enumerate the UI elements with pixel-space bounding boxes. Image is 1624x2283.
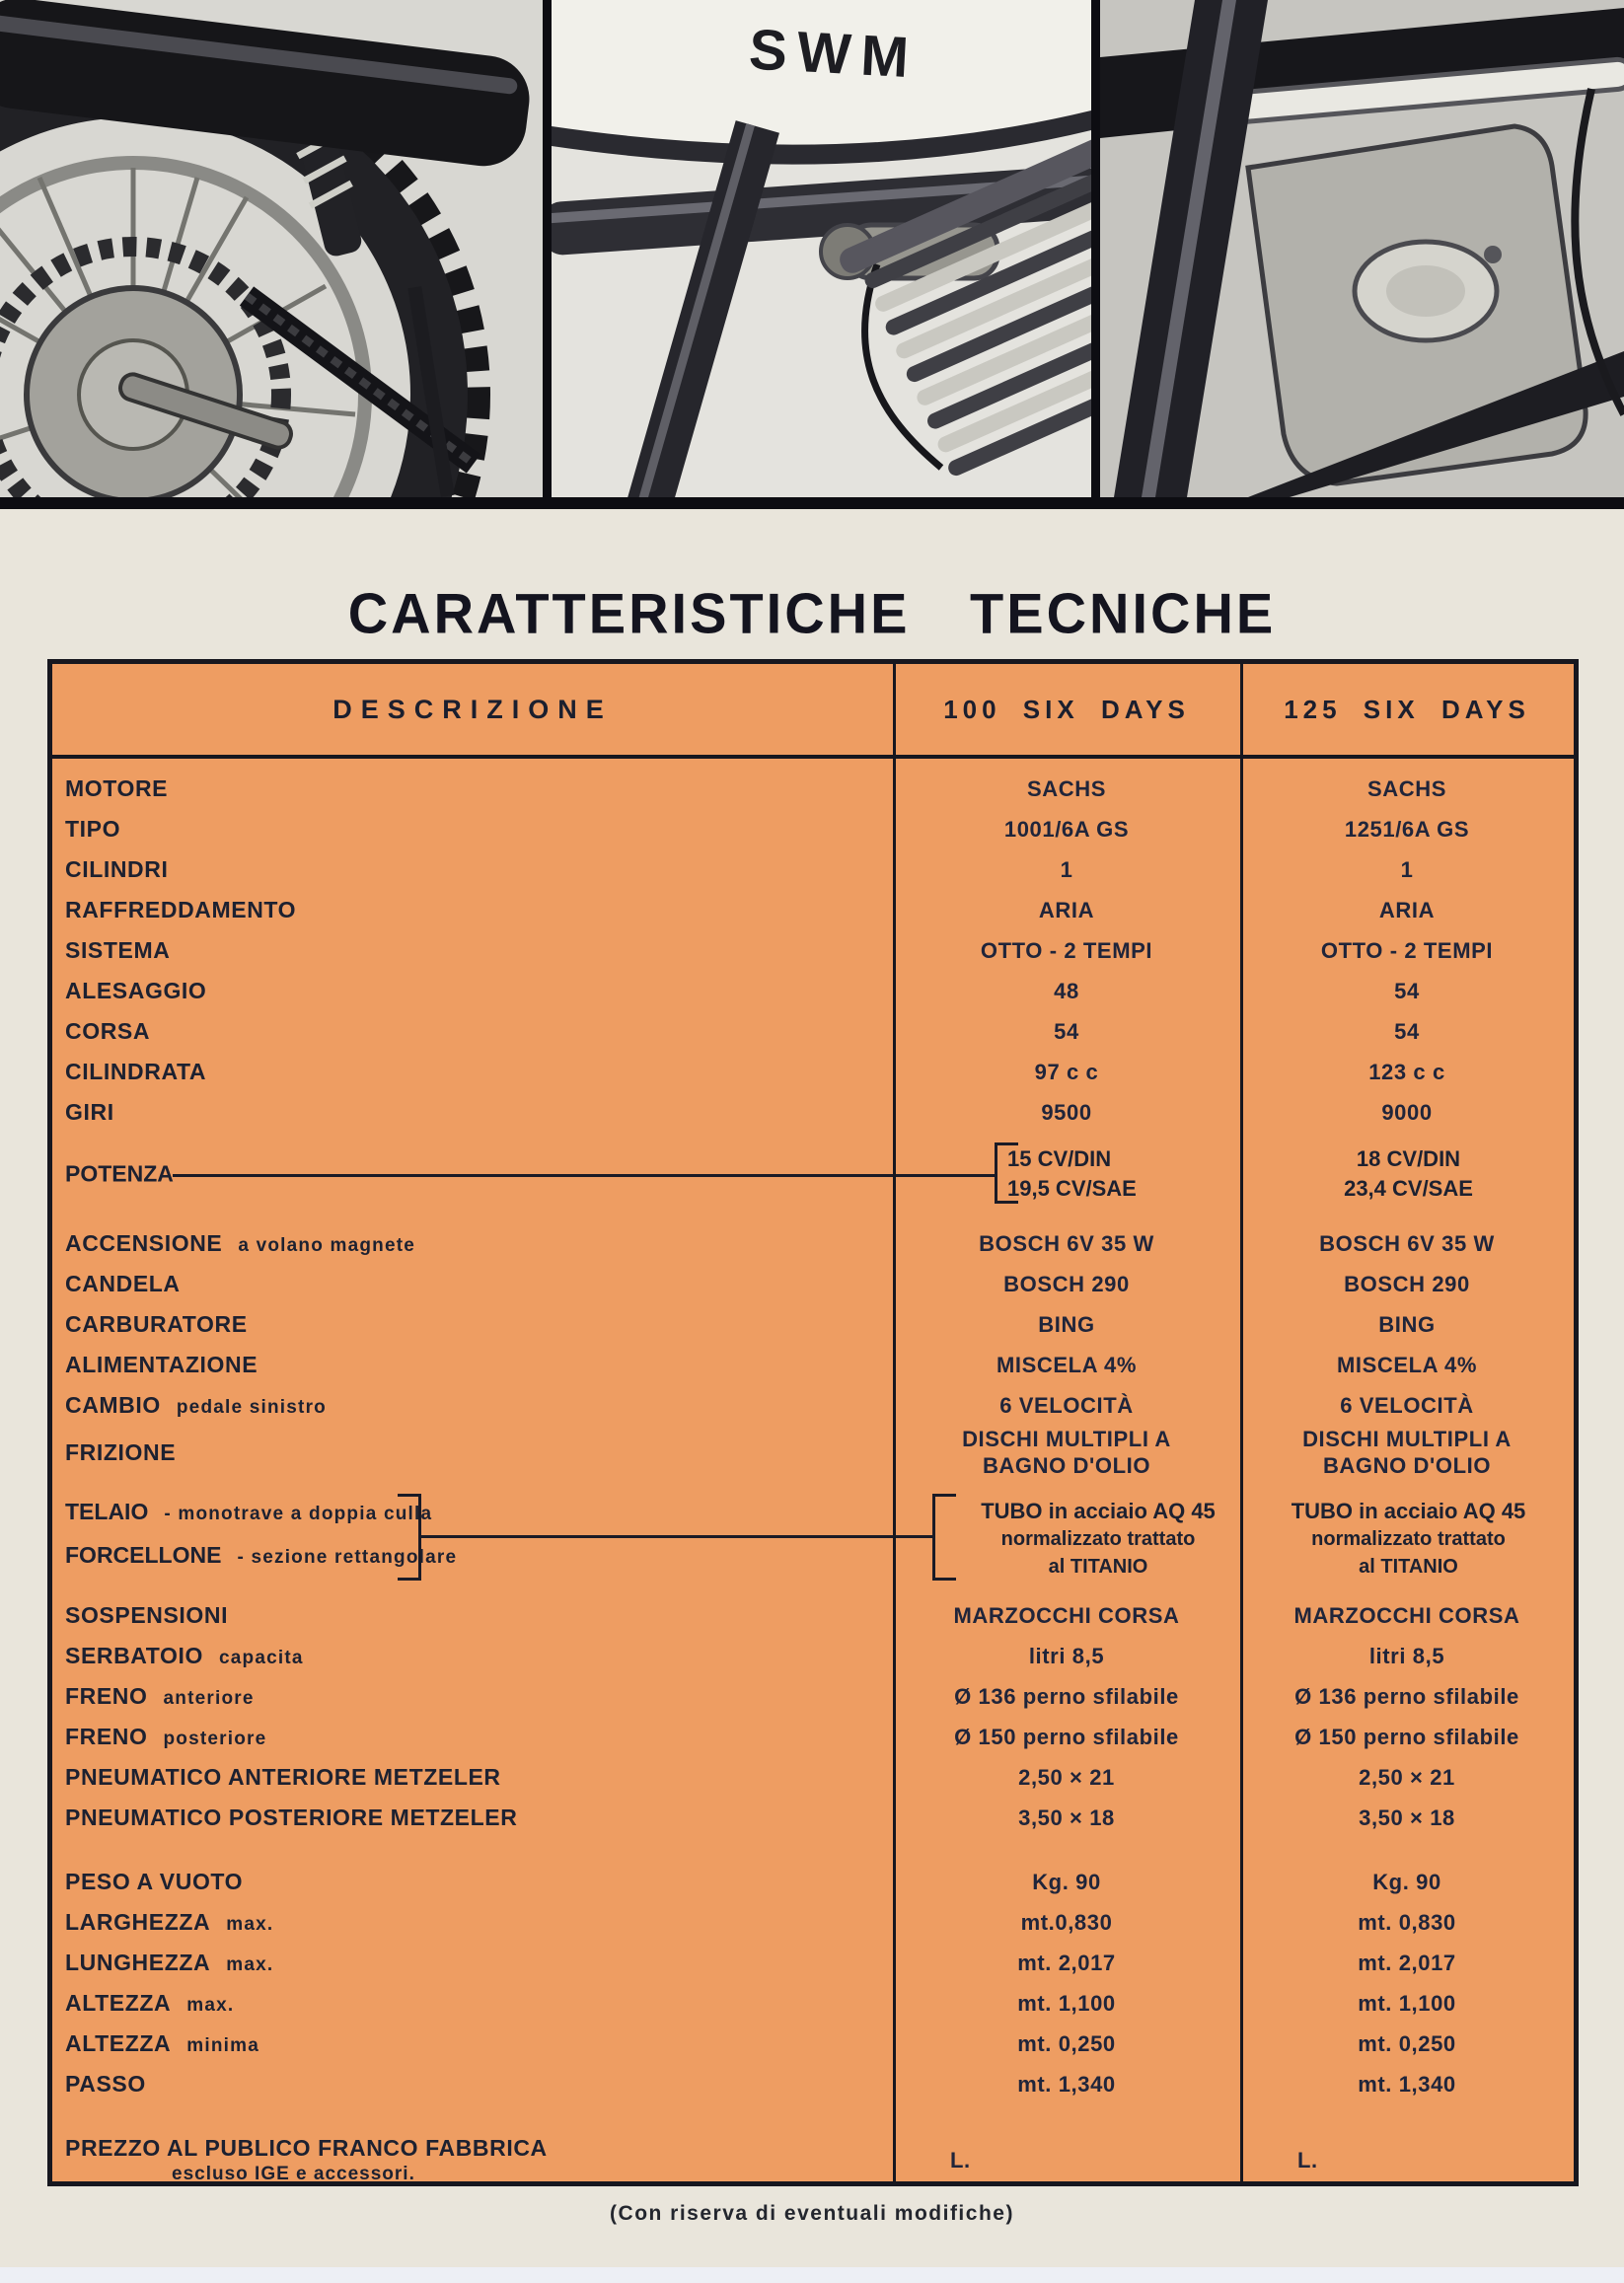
label-main: TIPO <box>65 816 121 842</box>
label-main: PNEUMATICO POSTERIORE METZELER <box>65 1804 518 1830</box>
spec-value: Ø 150 perno sfilabile <box>1294 1725 1519 1749</box>
spec-row-tipo <box>52 809 1574 849</box>
spec-row-frizione <box>52 1426 1574 1479</box>
spec-value: SACHS <box>1026 776 1106 801</box>
spec-label <box>52 1311 893 1338</box>
spec-value: litri 8,5 <box>1028 1644 1105 1668</box>
spec-value: DISCHI MULTIPLI A <box>1302 1427 1512 1451</box>
spec-value: 2,50 × 21 <box>1359 1765 1455 1790</box>
spec-label <box>52 1602 893 1629</box>
spec-value: BING <box>1378 1312 1436 1337</box>
spec-label <box>52 1439 893 1466</box>
footnote: (Con riserva di eventuali modifiche) <box>610 2202 1014 2225</box>
column-divider-1 <box>893 664 896 2181</box>
spec-value-col1 <box>893 1869 1240 1895</box>
spec-value-col1 <box>893 1602 1240 1629</box>
spec-value: BAGNO D'OLIO <box>1322 1453 1492 1478</box>
spec-value: normalizzato trattato <box>1311 1528 1506 1550</box>
spec-value-col2 <box>1240 1683 1574 1710</box>
label-main: PASSO <box>65 2071 146 2097</box>
spec-label <box>52 1271 893 1297</box>
spec-row-lunghezza-max <box>52 1943 1574 1983</box>
spec-value: mt. 1,100 <box>1017 1991 1116 2016</box>
spec-value-col1 <box>893 1950 1240 1976</box>
spec-value: Ø 136 perno sfilabile <box>954 1684 1179 1709</box>
label-main: LUNGHEZZA <box>65 1950 211 1975</box>
spec-value: mt. 2,017 <box>1358 1951 1456 1975</box>
connector-line <box>173 1174 995 1177</box>
header-100-six-days: 100 SIX DAYS <box>943 694 1190 724</box>
spec-label <box>52 1990 893 2017</box>
spec-value-col2 <box>1240 1950 1574 1976</box>
spec-value: mt. 0,250 <box>1358 2031 1456 2056</box>
spec-value: 2,50 × 21 <box>1018 1765 1115 1790</box>
spec-value: mt. 2,017 <box>1017 1951 1116 1975</box>
spec-value-col2 <box>1240 1909 1574 1936</box>
spec-value: MARZOCCHI CORSA <box>953 1603 1180 1628</box>
spec-value: 6 VELOCITÀ <box>999 1393 1134 1418</box>
spec-value: al TITANIO <box>1359 1556 1458 1578</box>
table-header-row <box>52 664 1574 759</box>
spec-label <box>52 1950 893 1976</box>
spec-value: 54 <box>1394 979 1420 1003</box>
spec-value-col2 <box>1240 1602 1574 1629</box>
connector-line <box>421 1535 932 1538</box>
spec-row-alimentazione <box>52 1345 1574 1385</box>
spec-value-col1 <box>893 1271 1240 1297</box>
spec-value-col1 <box>893 1352 1240 1378</box>
spec-value-col1 <box>893 1764 1240 1791</box>
spec-value-col2 <box>1240 978 1574 1004</box>
spec-value-col1 <box>893 1099 1240 1126</box>
spec-value: 1001/6A GS <box>1003 817 1130 842</box>
spec-label <box>52 1909 893 1936</box>
label-sub: - monotrave a doppia culla <box>164 1504 433 1524</box>
spec-value: 1 <box>1060 857 1073 882</box>
spec-value-col2 <box>1240 2071 1574 2098</box>
spec-label <box>52 897 893 923</box>
spec-row-raffreddamento <box>52 890 1574 930</box>
spec-value-col1 <box>893 1426 1240 1479</box>
spec-value-col1 <box>893 856 1240 883</box>
spec-value-col2 <box>1240 2030 1574 2057</box>
photo-side-panel <box>1100 0 1624 497</box>
photo-rear-wheel <box>0 0 543 497</box>
spec-row-cilindri <box>52 849 1574 890</box>
spec-row-pneumatico-posteriore-metzeler <box>52 1798 1574 1838</box>
spec-row-motore <box>52 769 1574 809</box>
spec-label <box>52 1230 893 1257</box>
label-main: FRIZIONE <box>65 1438 177 1465</box>
spec-row-larghezza-max <box>52 1902 1574 1943</box>
spec-value: mt. 1,340 <box>1358 2072 1456 2097</box>
spec-value-group <box>1007 1144 1137 1204</box>
label-main: GIRI <box>65 1099 114 1125</box>
spec-row-sospensioni <box>52 1595 1574 1636</box>
spec-value-col2 <box>1240 1311 1574 1338</box>
spec-value: 6 VELOCITÀ <box>1340 1393 1474 1418</box>
spec-value-col2 <box>1240 1724 1574 1750</box>
label-main: TELAIO <box>65 1499 149 1524</box>
spec-row-passo <box>52 2064 1574 2104</box>
spec-value-col2 <box>1240 1271 1574 1297</box>
spec-row-accensione-a-volano-magnete <box>52 1223 1574 1264</box>
label-sub: minima <box>186 2035 259 2056</box>
spec-value: BOSCH 6V 35 W <box>979 1231 1154 1256</box>
spec-value: Ø 150 perno sfilabile <box>954 1725 1179 1749</box>
label-sub: pedale sinistro <box>176 1397 327 1418</box>
rear-wheel-illustration <box>0 0 543 497</box>
spec-label <box>52 1059 893 1085</box>
spec-row-alesaggio <box>52 971 1574 1011</box>
label-main: CILINDRATA <box>65 1059 207 1084</box>
spec-value: BOSCH 6V 35 W <box>1319 1231 1495 1256</box>
spec-value-col2 <box>1240 1392 1574 1419</box>
spec-value: 54 <box>1394 1019 1420 1044</box>
spec-table <box>47 659 1579 2186</box>
spec-label <box>52 1352 893 1378</box>
spec-value-col1 <box>893 816 1240 843</box>
spec-value: mt. 0,830 <box>1358 1910 1456 1935</box>
spec-label <box>52 856 893 883</box>
label-main: LARGHEZZA <box>65 1909 211 1935</box>
spec-value: 23,4 CV/SAE <box>1344 1176 1473 1201</box>
spec-value-group <box>1243 1498 1574 1581</box>
spec-value-col2 <box>1240 1643 1574 1669</box>
spec-row-altezza-max <box>52 1983 1574 2024</box>
spec-value-col2 <box>1240 1230 1574 1257</box>
spec-value-col1 <box>893 775 1240 802</box>
spec-value-col1 <box>893 1392 1240 1419</box>
spec-value-col2 <box>1240 2147 1574 2173</box>
spec-value-col1 <box>893 2071 1240 2098</box>
spec-label <box>52 1683 893 1710</box>
spec-row-potenza <box>52 1133 1574 1215</box>
spec-value-col1 <box>893 1909 1240 1936</box>
spec-value: 97 c c <box>1034 1060 1099 1084</box>
label-main: CAMBIO <box>65 1392 161 1418</box>
spec-value: BING <box>1038 1312 1095 1337</box>
spec-value-col2 <box>1240 1869 1574 1895</box>
spec-value: BOSCH 290 <box>1003 1272 1130 1296</box>
spec-value: MISCELA 4% <box>1336 1353 1478 1377</box>
spec-value: 48 <box>1054 979 1079 1003</box>
value-bracket <box>932 1494 956 1581</box>
spec-row-sistema <box>52 930 1574 971</box>
label-main: FORCELLONE <box>65 1542 222 1568</box>
spec-value-col2 <box>1240 937 1574 964</box>
side-panel-illustration <box>1100 0 1624 497</box>
spec-row-serbatoio-capacita <box>52 1636 1574 1676</box>
label-main: MOTORE <box>65 775 169 801</box>
label-main: FRENO <box>65 1683 148 1709</box>
spec-row-pneumatico-anteriore-metzeler <box>52 1757 1574 1798</box>
spec-row-candela <box>52 1264 1574 1304</box>
spec-value: OTTO - 2 TEMPI <box>1320 938 1494 963</box>
spec-value: 54 <box>1054 1019 1079 1044</box>
label-sub: - sezione rettangolare <box>237 1547 458 1568</box>
spec-label <box>52 937 893 964</box>
spec-label: POTENZA <box>65 1160 174 1187</box>
spec-label <box>52 1724 893 1750</box>
spec-value-col1 <box>893 1724 1240 1750</box>
spec-value-col2 <box>1240 1426 1574 1479</box>
label-main: ALTEZZA <box>65 2030 172 2056</box>
spec-value: al TITANIO <box>1048 1556 1148 1578</box>
photo-engine-cylinder <box>552 0 1091 497</box>
spec-value: BAGNO D'OLIO <box>982 1453 1151 1478</box>
page-title: CARATTERISTICHE TECNICHE <box>347 581 1277 645</box>
spec-value: 1 <box>1400 857 1414 882</box>
spec-value-col1 <box>893 1643 1240 1669</box>
spec-value: normalizzato trattato <box>1000 1528 1196 1550</box>
spec-value: Ø 136 perno sfilabile <box>1294 1684 1519 1709</box>
label-main: ALTEZZA <box>65 1990 172 2016</box>
spec-value-col2 <box>1240 1352 1574 1378</box>
label-main: FRENO <box>65 1724 148 1749</box>
spec-value: MISCELA 4% <box>996 1353 1138 1377</box>
title-band <box>0 509 1624 659</box>
label-bracket <box>398 1494 421 1581</box>
spec-value: mt. 0,250 <box>1017 2031 1116 2056</box>
spec-value: Kg. 90 <box>1032 1870 1101 1894</box>
spec-value-col2 <box>1240 775 1574 802</box>
spec-label <box>52 2135 893 2185</box>
label-main: ALIMENTAZIONE <box>65 1352 258 1377</box>
spec-value-col1 <box>893 1804 1240 1831</box>
label-main: CORSA <box>65 1018 151 1044</box>
spec-value-col2 <box>1240 1764 1574 1791</box>
spec-row-freno-anteriore <box>52 1676 1574 1717</box>
spec-value-col1 <box>893 1311 1240 1338</box>
spec-value: OTTO - 2 TEMPI <box>980 938 1153 963</box>
spec-value: 19,5 CV/SAE <box>1007 1176 1137 1201</box>
spec-value-col1 <box>893 1230 1240 1257</box>
spec-value: 9500 <box>1041 1100 1092 1125</box>
spec-label <box>52 775 893 802</box>
spec-label <box>52 2071 893 2098</box>
label-sub: anteriore <box>163 1688 255 1709</box>
label-main: CARBURATORE <box>65 1311 248 1337</box>
spec-value: 3,50 × 18 <box>1018 1805 1115 1830</box>
label-sub: capacita <box>219 1648 304 1668</box>
label-main: SISTEMA <box>65 937 171 963</box>
header-descrizione: DESCRIZIONE <box>332 694 613 724</box>
spec-value: SACHS <box>1366 776 1446 801</box>
label-main: CILINDRI <box>65 856 169 882</box>
spec-value-col1 <box>893 1683 1240 1710</box>
spec-value: ARIA <box>1378 898 1436 922</box>
label-main: PNEUMATICO ANTERIORE METZELER <box>65 1764 501 1790</box>
scan-edge-strip <box>0 2267 1624 2283</box>
spec-label <box>52 978 893 1004</box>
spec-row-telaio-monotrave-a-doppia-culla <box>52 1491 1574 1587</box>
spec-row-corsa <box>52 1011 1574 1052</box>
label-main: PREZZO AL PUBLICO FRANCO FABBRICA <box>65 2134 548 2161</box>
label-sub: max. <box>186 1995 235 2016</box>
spec-value-col1 <box>893 897 1240 923</box>
spec-value-group <box>956 1498 1240 1581</box>
label-sub: posteriore <box>163 1729 267 1749</box>
spec-value-col1 <box>893 1059 1240 1085</box>
spec-label <box>52 1099 893 1126</box>
spec-value: 9000 <box>1381 1100 1433 1125</box>
spec-value-col2 <box>1240 1099 1574 1126</box>
spec-value: TUBO in acciaio AQ 45 <box>1291 1499 1526 1523</box>
engine-cylinder-illustration <box>552 0 1091 497</box>
spec-value: mt.0,830 <box>1020 1910 1113 1935</box>
spec-value-col1 <box>893 978 1240 1004</box>
label-main: RAFFREDDAMENTO <box>65 897 297 922</box>
spec-value: litri 8,5 <box>1368 1644 1445 1668</box>
spec-label <box>52 2030 893 2057</box>
spec-value: L. <box>1297 2147 1318 2173</box>
label-main: SERBATOIO <box>65 1643 204 1668</box>
spec-value: mt. 1,340 <box>1017 2072 1116 2097</box>
spec-value-col1 <box>893 1990 1240 2017</box>
spec-value: 1251/6A GS <box>1344 817 1470 842</box>
spec-row-peso-a-vuoto <box>52 1862 1574 1902</box>
spec-value: TUBO in acciaio AQ 45 <box>981 1499 1216 1523</box>
spec-value: 3,50 × 18 <box>1359 1805 1455 1830</box>
column-divider-2 <box>1240 664 1243 2181</box>
tank-logo-text: SWM <box>747 17 921 91</box>
spec-value: mt. 1,100 <box>1358 1991 1456 2016</box>
spec-row-altezza-minima <box>52 2024 1574 2064</box>
spec-label <box>52 1392 893 1419</box>
label-sub: escluso IGE e accessori. <box>172 2163 415 2184</box>
spec-value-col1 <box>893 937 1240 964</box>
label-sub: max. <box>226 1914 274 1935</box>
spec-value: 15 CV/DIN <box>1007 1146 1112 1171</box>
spec-row-cambio-pedale-sinistro <box>52 1385 1574 1426</box>
spec-value-col1 <box>893 1018 1240 1045</box>
spec-value: L. <box>950 2147 971 2173</box>
spec-label <box>52 1869 893 1895</box>
spec-value-group <box>1243 1144 1574 1204</box>
spec-value: BOSCH 290 <box>1344 1272 1470 1296</box>
label-main: SOSPENSIONI <box>65 1602 229 1628</box>
spec-row-carburatore <box>52 1304 1574 1345</box>
spec-value-col2 <box>1240 1059 1574 1085</box>
label-main: CANDELA <box>65 1271 181 1296</box>
spec-label <box>52 1804 893 1831</box>
spec-value-col1 <box>893 2147 1240 2173</box>
spec-value: MARZOCCHI CORSA <box>1293 1603 1520 1628</box>
spec-row-freno-posteriore <box>52 1717 1574 1757</box>
spec-label <box>52 1018 893 1045</box>
spec-row-giri <box>52 1092 1574 1133</box>
spec-value: 18 CV/DIN <box>1356 1146 1461 1171</box>
spec-value-col2 <box>1240 1018 1574 1045</box>
label-sub: a volano magnete <box>238 1235 416 1256</box>
spec-value-col2 <box>1240 856 1574 883</box>
spec-value: ARIA <box>1038 898 1095 922</box>
photo-strip <box>0 0 1624 509</box>
spec-rows <box>52 759 1574 2193</box>
spec-value-col2 <box>1240 816 1574 843</box>
spec-row-prezzo-al-publico-franco-fabbrica-escluso-ige-e-accessori <box>52 2126 1574 2193</box>
spec-row-cilindrata <box>52 1052 1574 1092</box>
label-main: ACCENSIONE <box>65 1230 223 1256</box>
label-main: ALESAGGIO <box>65 978 207 1003</box>
spec-label <box>52 1764 893 1791</box>
spec-value: DISCHI MULTIPLI A <box>962 1427 1171 1451</box>
spec-value: 123 c c <box>1368 1060 1445 1084</box>
spec-value: Kg. 90 <box>1372 1870 1441 1894</box>
spec-value-col1 <box>893 2030 1240 2057</box>
spec-label <box>52 816 893 843</box>
label-sub: max. <box>226 1954 274 1975</box>
spec-value-col2 <box>1240 897 1574 923</box>
spec-label <box>52 1643 893 1669</box>
spec-value-col2 <box>1240 1804 1574 1831</box>
label-main: PESO A VUOTO <box>65 1869 244 1894</box>
header-125-six-days: 125 SIX DAYS <box>1284 694 1530 724</box>
spec-value-col2 <box>1240 1990 1574 2017</box>
spec-label <box>65 1499 432 1525</box>
